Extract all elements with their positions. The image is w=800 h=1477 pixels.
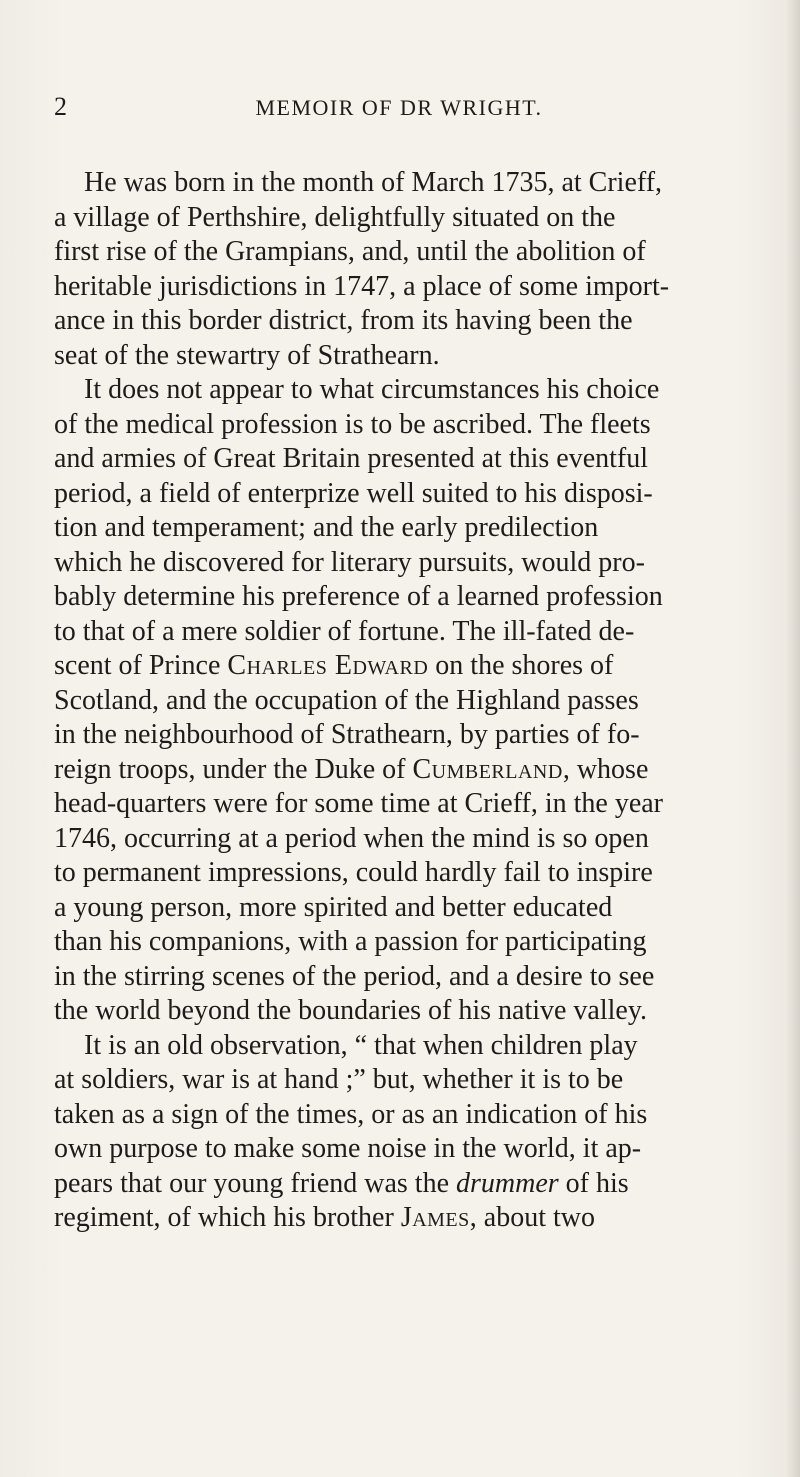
text-run: the world beyond the boundaries of his native valley. [54,995,648,1026]
text-line [54,787,798,822]
page-number: 2 [54,92,67,121]
text-run: bably determine his preference of a learned profession [54,581,663,612]
text-run: than his companions, with a passion for participating [54,926,647,957]
text-run: , about two [469,1202,595,1233]
text-line [54,477,798,512]
text-line [54,891,798,926]
text-line [54,1063,798,1098]
text-run: to that of a mere soldier of fortune. The ill-fated de- [54,615,635,647]
text-line [54,1132,798,1167]
text-run: a village of Perthshire, delightfully situated on the [54,201,616,233]
text-line [54,856,798,891]
text-run: heritable jurisdictions in 1747, a place of some import- [54,270,670,302]
small-caps-name: Cumberland [412,753,563,785]
text-run: tion and temperament; and the early predilection [54,512,599,543]
text-run: first rise of the Grampians, and, until the abolition of [54,236,646,267]
text-run: reign troops, under the Duke of [54,753,413,785]
text-line [54,270,798,305]
text-line [54,649,798,684]
text-run: and armies of Great Britain presented at this eventful [54,443,649,474]
text-line [54,718,798,753]
text-line [54,580,798,615]
text-run: scent of Prince [54,650,228,681]
text-run: on the shores of [428,650,614,681]
text-line [54,1098,798,1133]
text-run: It does not appear to what circumstances his choice [84,374,660,405]
text-line [54,235,798,270]
text-run: in the neighbourhood of Strathearn, by parties of fo- [54,719,640,750]
body-text [54,166,798,1236]
small-caps-name: Charles Edward [227,650,429,681]
text-line [54,201,798,236]
text-line [54,442,798,477]
text-run: head-quarters were for some time at Crieff, in the year [54,788,663,819]
text-line [54,546,798,581]
text-run: , whose [562,753,649,785]
text-run: period, a field of enterprize well suited to his disposi- [54,477,653,509]
text-run: regiment, of which his brother [54,1202,401,1233]
text-run: a young person, more spirited and better educated [54,891,613,923]
text-run: He was born in the month of March 1735, at Crieff, [84,167,663,198]
text-line [54,822,798,857]
text-run: of his [558,1167,629,1199]
text-run: at soldiers, war is at hand ;” but, whether it is to be [54,1064,624,1095]
text-run: in the stirring scenes of the period, and a desire to see [54,960,655,992]
text-run: which he discovered for literary pursuits, would pro- [54,546,645,578]
text-line [54,1167,798,1202]
running-title: MEMOIR OF DR WRIGHT. [255,95,543,120]
text-line [54,615,798,650]
text-line [54,166,798,201]
text-run: own purpose to make some noise in the world, it ap- [54,1133,642,1164]
text-run: ance in this border district, from its having been the [54,305,633,336]
text-line [54,304,798,339]
text-line [54,511,798,546]
small-caps-name: James [400,1202,470,1233]
italic-word: drummer [456,1167,559,1199]
text-run: 1746, occurring at a period when the mind is so open [54,822,649,854]
text-run: taken as a sign of the times, or as an indication of his [54,1098,648,1130]
text-line [54,373,798,408]
text-run: to permanent impressions, could hardly fail to inspire [54,857,653,888]
running-head [54,92,744,132]
text-line [54,925,798,960]
text-line [54,408,798,443]
text-line [54,960,798,995]
text-run: Scotland, and the occupation of the Highland passes [54,684,639,716]
text-line [54,1029,798,1064]
text-line [54,1201,798,1236]
text-line [54,994,798,1029]
text-run: pears that our young friend was the [54,1167,456,1199]
text-run: of the medical profession is to be ascribed. The fleets [54,408,651,440]
text-run: seat of the stewartry of Strathearn. [54,339,440,371]
text-line [54,753,798,788]
text-line [54,684,798,719]
text-line [54,339,798,374]
text-run: It is an old observation, “ that when children play [84,1029,638,1061]
